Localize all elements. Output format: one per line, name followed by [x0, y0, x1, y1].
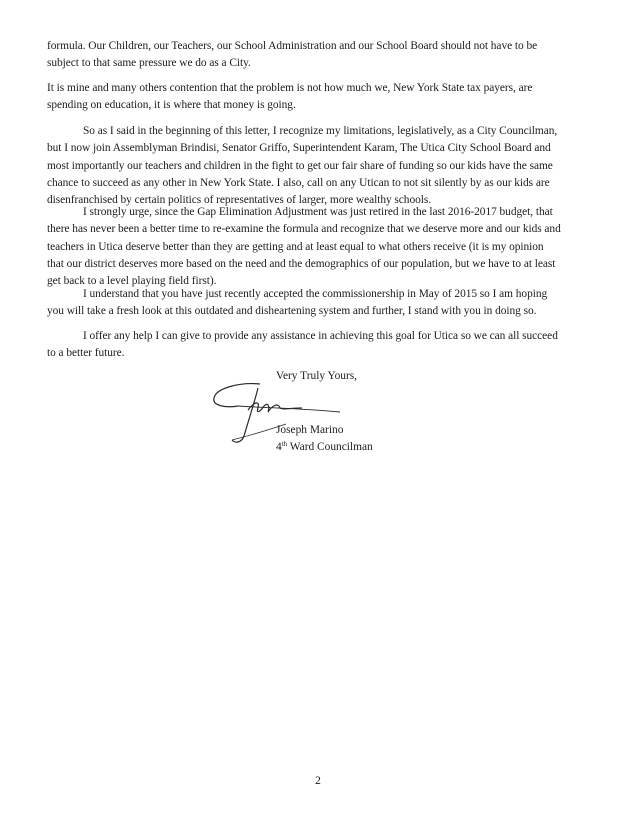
- paragraph-line: It is mine and many others contention that the problem is not how much we, New York State tax payers, are: [47, 82, 533, 94]
- paragraph-line: most importantly our teachers and children in the fight to get our fair share of funding so our kids have the same: [47, 159, 553, 172]
- paragraph-6: [47, 328, 595, 363]
- paragraph-5: [47, 286, 595, 321]
- paragraph-line: but I now join Assemblyman Brindisi, Senator Griffo, Superintendent Karam, The Utica City School Board and: [47, 142, 551, 155]
- paragraph-line: disenfranchised by certain politics of representatives of larger, more wealthy schools.: [47, 194, 432, 207]
- paragraph-4: [47, 204, 595, 290]
- paragraph-line: teachers in Utica deserve better than they are getting and at least equal to what others receive (it is my opinion: [47, 240, 544, 253]
- paragraph-line: spending on education, it is where that money is going.: [47, 99, 296, 112]
- paragraph-line: So as I said in the beginning of this letter, I recognize my limitations, legislatively, as a City Councilman,: [83, 125, 558, 137]
- page-number: 2: [315, 775, 321, 787]
- paragraph-line: chance to succeed as any other in New York State. I also, call on any Utican to not sit silently by as our kids are: [47, 176, 550, 189]
- paragraph-line: you will take a fresh look at this outdated and disheartening system and further, I stand with you in doing so.: [47, 305, 537, 318]
- closing-salutation: Very Truly Yours,: [276, 370, 358, 382]
- paragraph-2: [47, 80, 595, 115]
- paragraph-line: get back to a level playing field first).: [47, 275, 217, 288]
- paragraph-line: I strongly urge, since the Gap Elimination Adjustment was just retired in the last 2016-2017 budget, that: [83, 206, 553, 218]
- paragraph-1: [47, 38, 595, 73]
- paragraph-line: that our district deserves more based on the need and the demographics of our population, but we have to at least: [47, 257, 556, 270]
- signer-title-number: 4: [276, 441, 282, 453]
- paragraph-line: to a better future.: [47, 347, 125, 360]
- paragraph-line: formula. Our Children, our Teachers, our School Administration and our School Board should not have to be: [47, 40, 538, 52]
- paragraph-3: [47, 123, 595, 209]
- paragraph-line: there has never been a better time to re-examine the formula and recognize that we deserve more and our kids and: [47, 223, 561, 236]
- signer-title: [276, 440, 373, 453]
- handwritten-signature: [208, 378, 348, 448]
- paragraph-line: subject to that same pressure we do as a City.: [47, 57, 251, 70]
- signer-name: Joseph Marino: [276, 424, 344, 436]
- paragraph-line: I understand that you have just recently accepted the commissionership in May of 2015 so I am hoping: [83, 288, 548, 300]
- signer-title-rest: Ward Councilman: [287, 441, 373, 453]
- paragraph-line: I offer any help I can give to provide any assistance in achieving this goal for Utica so we can all succeed: [83, 330, 558, 342]
- signer-title-suffix: th: [281, 440, 288, 448]
